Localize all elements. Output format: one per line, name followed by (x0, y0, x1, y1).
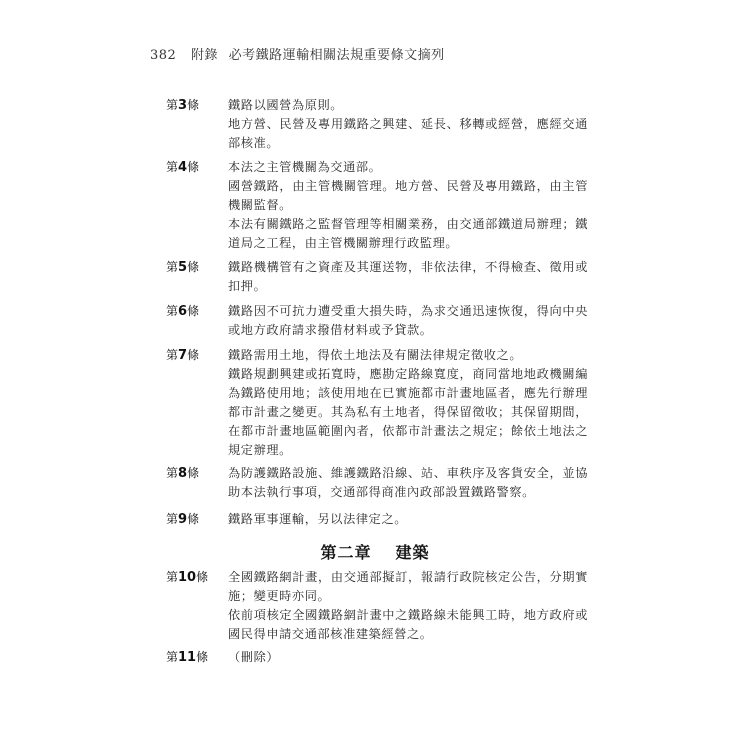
article-paragraph: 依前項核定全國鐵路網計畫中之鐵路線未能興工時，地方政府或國民得申請交通部核准建築經營之。 (228, 608, 588, 641)
article-paragraph: 鐵路需用土地，得依土地法及有關法律規定徵收之。 (228, 348, 523, 362)
article-paragraph: 本法之主管機關為交通部。 (228, 160, 382, 174)
article-paragraph: 全國鐵路網計畫，由交通部擬訂，報請行政院核定公告，分期實施；變更時亦同。 (228, 570, 588, 603)
article-body (228, 510, 588, 529)
article-paragraph: 鐵路軍事運輸，另以法律定之。 (228, 512, 408, 526)
article-paragraph: 鐵路以國營為原則。 (228, 98, 344, 112)
article-number: 第7條 (166, 348, 200, 363)
article-number: 第9條 (166, 512, 200, 527)
article-body (228, 158, 588, 253)
article-paragraph: 鐵路因不可抗力遭受重大損失時，為求交通迅速恢復，得向中央或地方政府請求撥借材料或予貸款。 (228, 304, 588, 337)
chapter-heading (0, 540, 750, 563)
article-number: 第3條 (166, 98, 200, 113)
article-paragraph: 國營鐵路，由主管機關管理。地方營、民營及專用鐵路，由主管機關監督。 (228, 179, 588, 212)
chapter-title: 建築 (395, 543, 430, 562)
article-paragraph: 為防護鐵路設施、維護鐵路沿線、站、車秩序及客貨安全，並協助本法執行事項，交通部得商准內政部設置鐵路警察。 (228, 466, 588, 499)
article-number: 第10條 (166, 570, 209, 585)
article-paragraph: 鐵路機構管有之資產及其運送物，非依法律，不得檢查、徵用或扣押。 (228, 260, 588, 293)
header-title: 必考鐵路運輸相關法規重要條文摘列 (228, 48, 445, 63)
article-body (228, 258, 588, 296)
section-label: 附錄 (190, 48, 218, 63)
article-body (228, 648, 588, 667)
article-paragraph: 本法有關鐵路之監督管理等相關業務，由交通部鐵道局辦理；鐵道局之工程，由主管機關辦理行政監理。 (228, 217, 588, 250)
article-number: 第6條 (166, 304, 200, 319)
chapter-label: 第二章 (320, 543, 372, 562)
article-number: 第5條 (166, 260, 200, 275)
article-paragraph: 鐵路規劃興建或拓寬時，應勘定路線寬度，商同當地地政機關編為鐵路使用地；該使用地在已實施都市計畫地區者，應先行辦理都市計畫之變更。其為私有土地者，得保留徵收；其保留期間，在都市計畫地區範圍內者，依都市計畫法之規定；餘依土地法之規定辦理。 (228, 367, 588, 457)
page-number: 382 (150, 48, 177, 63)
article-body (228, 464, 588, 502)
article-paragraph: 地方營、民營及專用鐵路之興建、延長、移轉或經營，應經交通部核准。 (228, 117, 588, 150)
article-body (228, 96, 588, 153)
running-header (150, 44, 445, 63)
article-number: 第8條 (166, 466, 200, 481)
article-paragraph: （刪除） (228, 650, 280, 664)
article-number: 第11條 (166, 650, 209, 665)
article-body (228, 302, 588, 340)
article-number: 第4條 (166, 160, 200, 175)
article-body (228, 568, 588, 644)
article-body (228, 346, 588, 460)
